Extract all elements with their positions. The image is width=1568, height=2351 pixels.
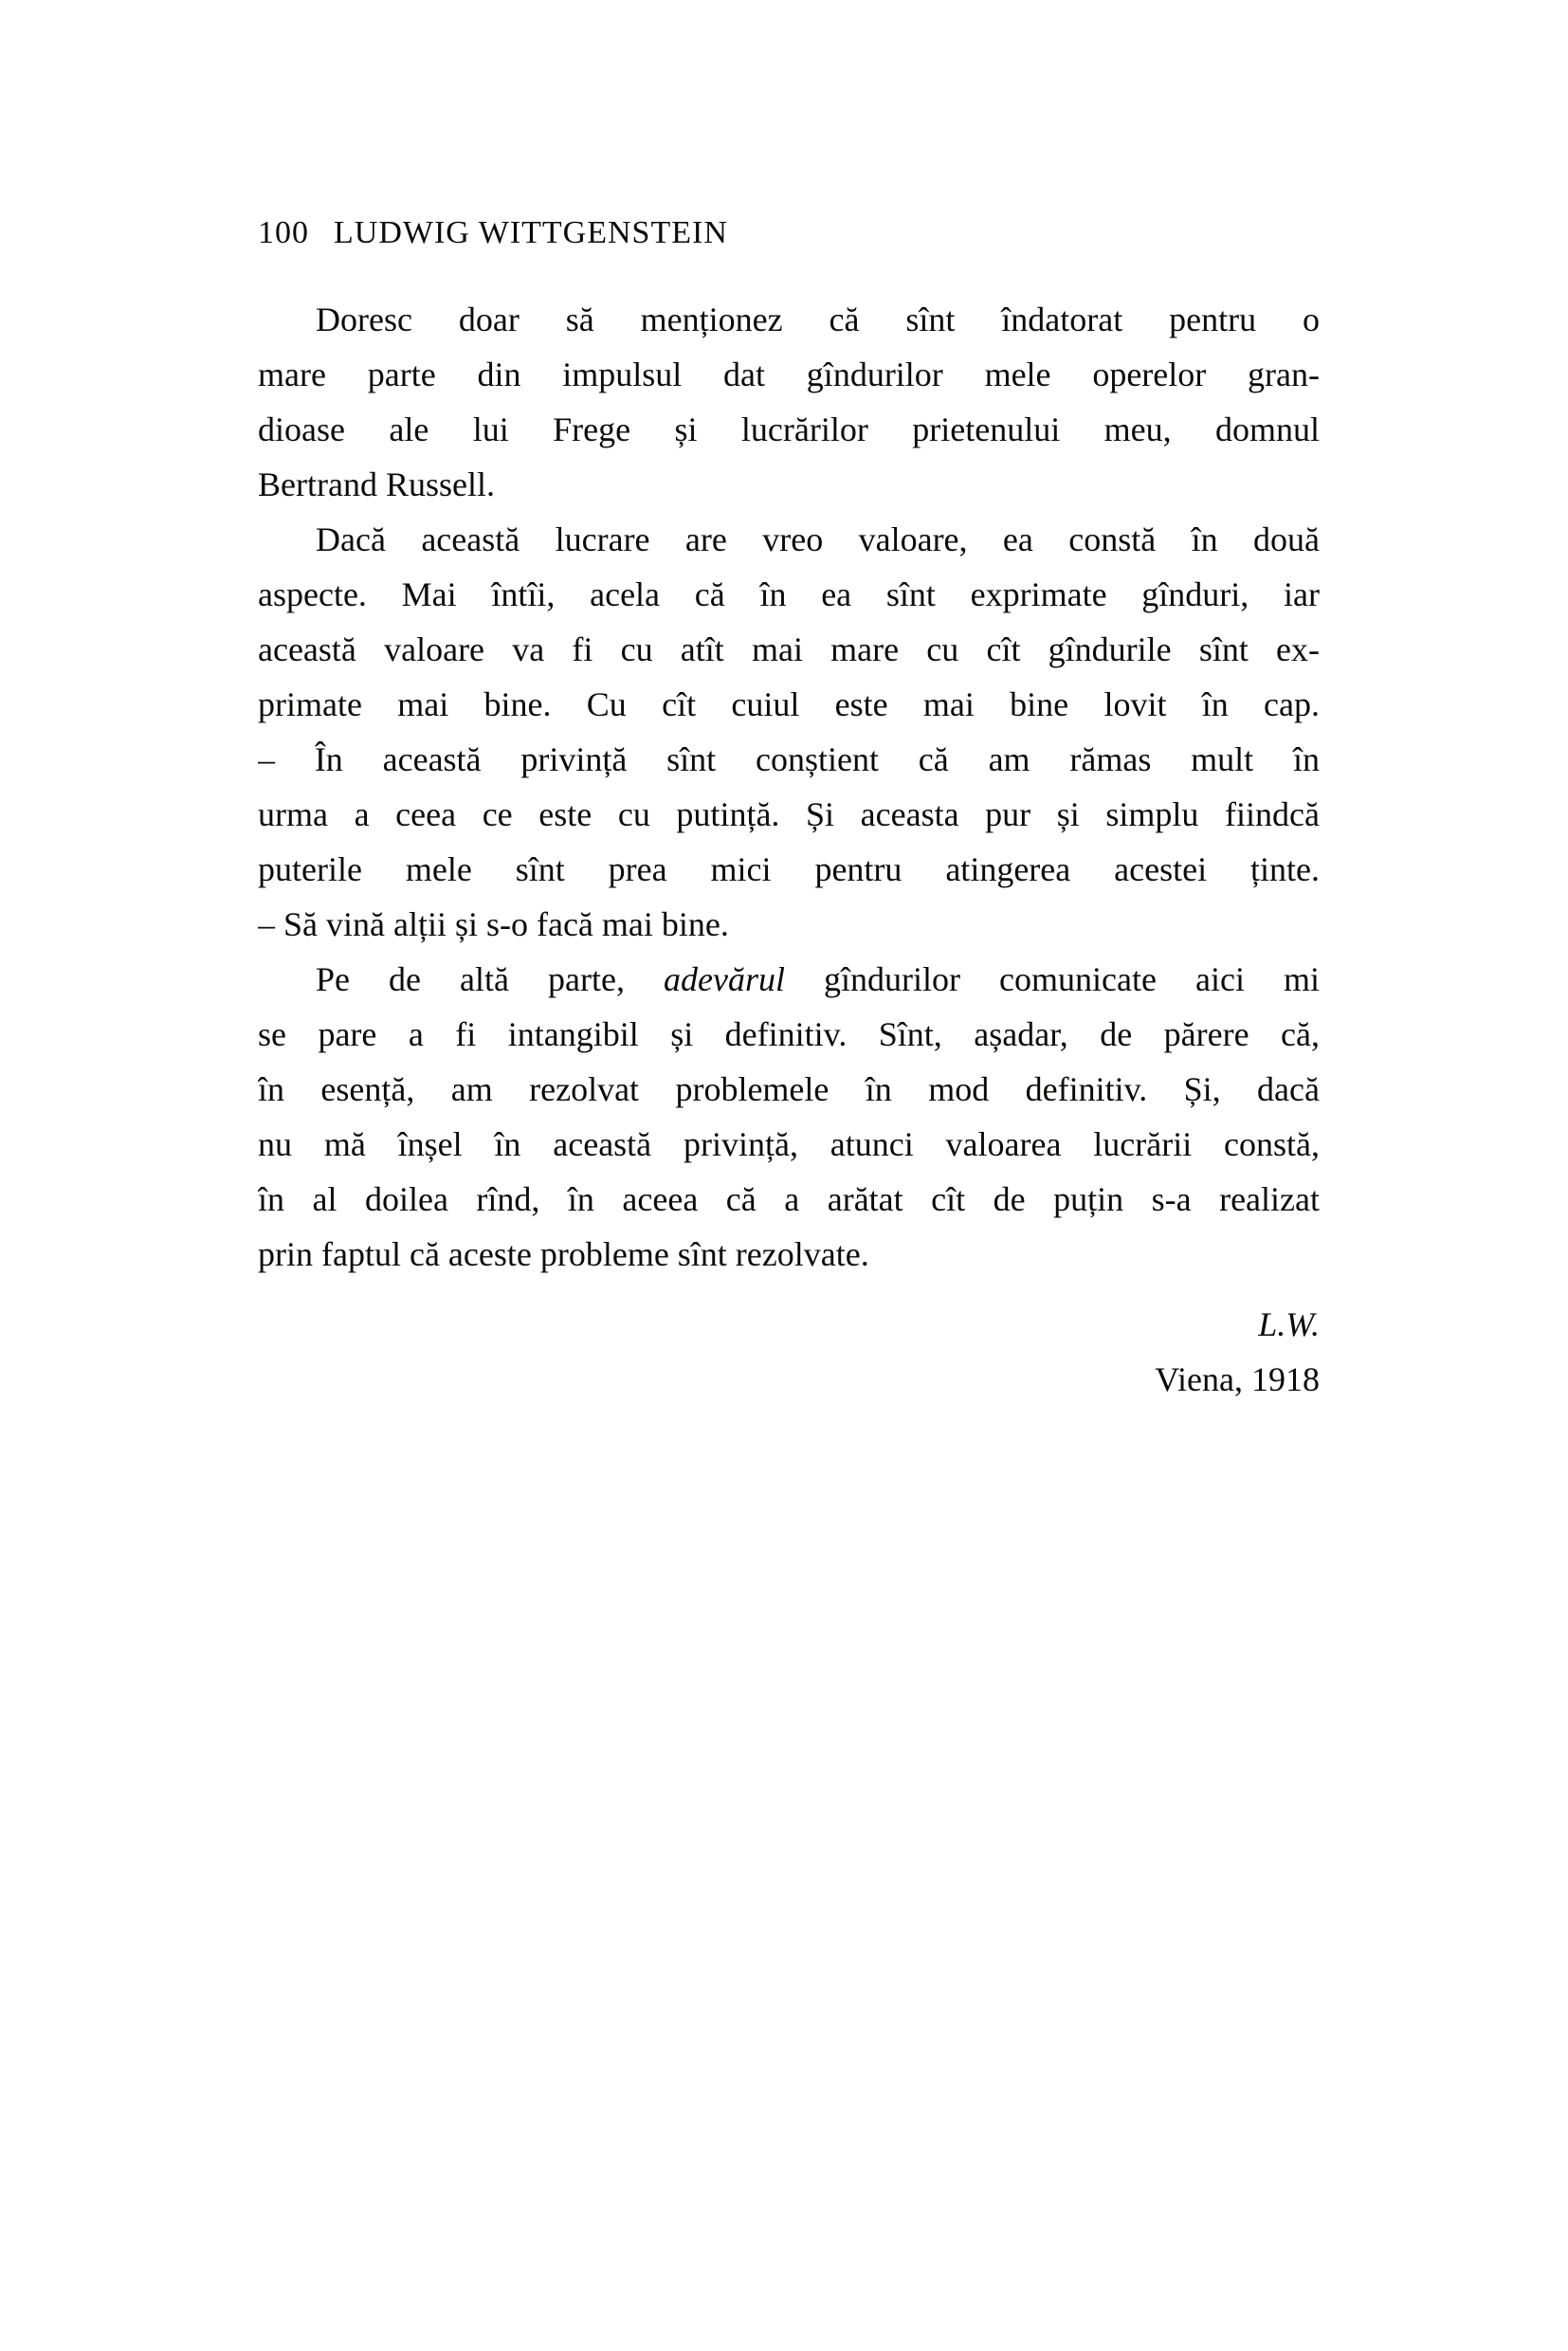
text-segment: nu mă înșel în această privință, atunci valoarea lucrării constă, <box>258 1125 1320 1163</box>
text-line <box>258 952 1320 1007</box>
text-segment: primate mai bine. Cu cît cuiul este mai bine lovit în cap. <box>258 685 1320 723</box>
text-line <box>258 292 1320 347</box>
text-segment: Pe de altă parte, <box>316 960 665 998</box>
text-line <box>258 457 1320 512</box>
text-line <box>258 402 1320 457</box>
text-line <box>258 1172 1320 1227</box>
text-line <box>258 622 1320 677</box>
text-line <box>258 787 1320 842</box>
signature-place-date: Viena, 1918 <box>1155 1360 1320 1398</box>
text-segment: această valoare va fi cu atît mai mare cu cît gîndurile sînt ex- <box>258 630 1320 668</box>
text-segment: prin faptul că aceste probleme sînt rezolvate. <box>258 1235 869 1273</box>
signature <box>258 1297 1320 1407</box>
text-line <box>258 347 1320 402</box>
text-segment: puterile mele sînt prea mici pentru atingerea acestei ținte. <box>258 850 1320 888</box>
page-content <box>258 215 1320 1407</box>
text-segment: dioase ale lui Frege și lucrărilor prietenului meu, domnul <box>258 410 1320 448</box>
text-segment: se pare a fi intangibil și definitiv. Sînt, așadar, de părere că, <box>258 1015 1320 1053</box>
text-line <box>258 677 1320 732</box>
text-line <box>258 1062 1320 1117</box>
text-segment: – Să vină alții și s-o facă mai bine. <box>258 905 729 943</box>
text-segment: în al doilea rînd, în aceea că a arătat cît de puțin s-a realizat <box>258 1180 1320 1218</box>
text-segment: Bertrand Russell. <box>258 465 495 503</box>
text-line <box>258 897 1320 952</box>
text-segment: mare parte din impulsul dat gîndurilor mele operelor gran- <box>258 355 1320 393</box>
text-segment: gîndurilor comunicate aici mi <box>785 960 1320 998</box>
text-segment: aspecte. Mai întîi, acela că în ea sînt exprimate gînduri, iar <box>258 575 1320 613</box>
text-segment: Doresc doar să menționez că sînt îndatorat pentru o <box>316 301 1320 338</box>
body-text <box>258 292 1320 1282</box>
text-segment: urma a ceea ce este cu putință. Și aceasta pur și simplu fiindcă <box>258 795 1320 833</box>
text-line <box>258 732 1320 787</box>
text-segment: – În această privință sînt conștient că am rămas mult în <box>258 740 1320 778</box>
text-line <box>258 1007 1320 1062</box>
running-title: LUDWIG WITTGENSTEIN <box>334 215 728 250</box>
text-line <box>258 842 1320 897</box>
page-number: 100 <box>258 215 309 250</box>
emphasized-text: adevărul <box>664 960 785 998</box>
text-line <box>258 512 1320 567</box>
text-line <box>258 1117 1320 1172</box>
signature-initials: L.W. <box>1258 1305 1320 1343</box>
page-header <box>258 215 1320 251</box>
text-segment: în esență, am rezolvat problemele în mod definitiv. Și, dacă <box>258 1070 1320 1108</box>
text-line <box>258 567 1320 622</box>
text-segment: Dacă această lucrare are vreo valoare, ea constă în două <box>316 520 1320 558</box>
text-line <box>258 1227 1320 1282</box>
